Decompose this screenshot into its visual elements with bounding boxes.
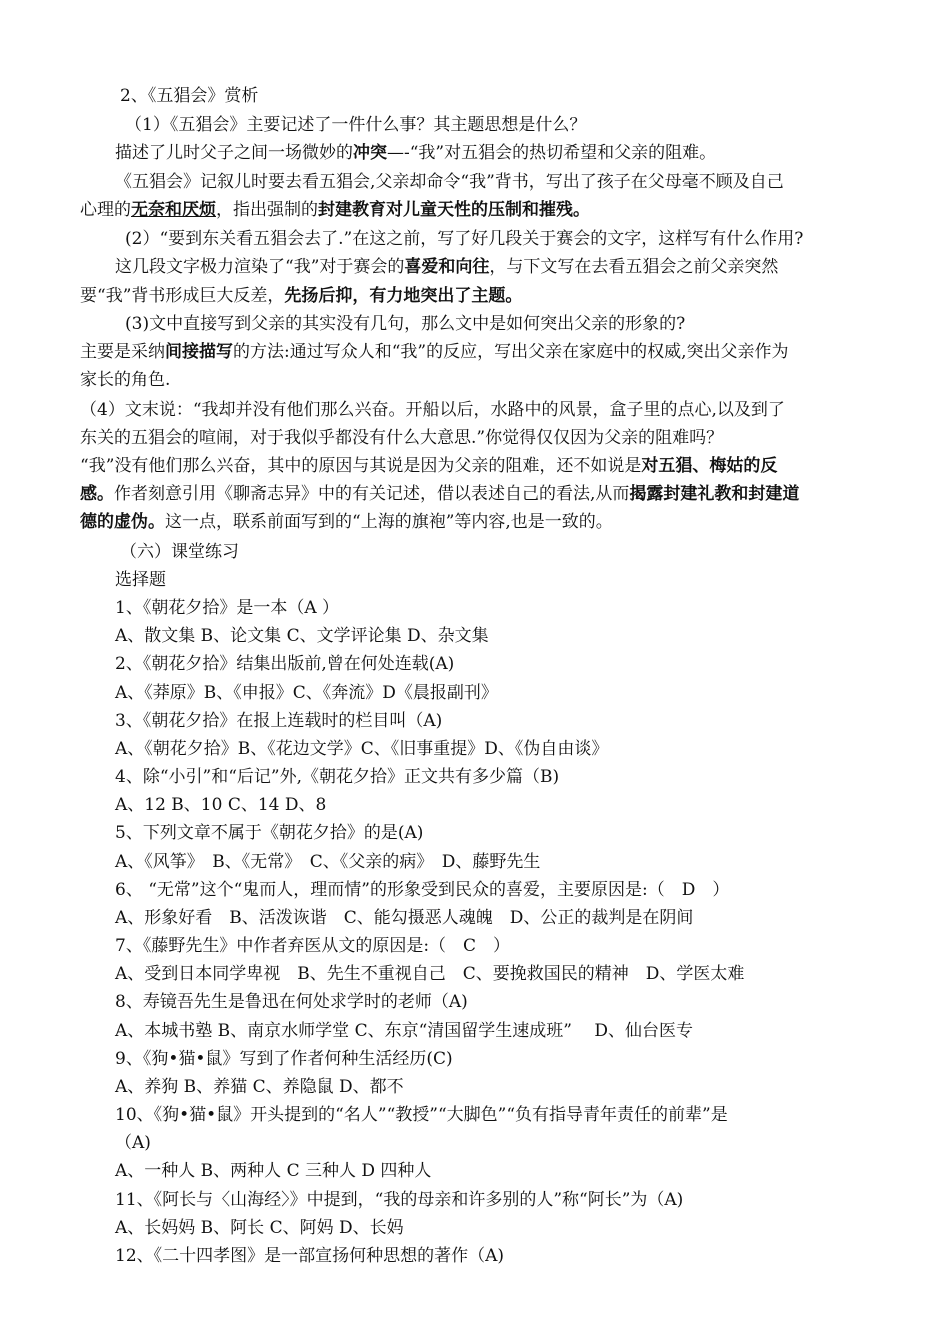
- answer-3-line-2: 家长的角色.: [80, 370, 171, 390]
- practice-line: 3、《朝花夕拾》在报上连载时的栏目叫（A): [115, 711, 443, 731]
- bold-run: 对五猖、梅姑的反: [641, 456, 778, 476]
- practice-line: A、一种人 B、两种人 C 三种人 D 四种人: [115, 1161, 432, 1181]
- practice-section-heading: （六）课堂练习: [120, 542, 239, 562]
- text-run: —-“我”对五猖会的热切希望和父亲的阻难。: [387, 143, 717, 163]
- answer-4-line-3: [80, 510, 890, 534]
- practice-line: 5、下列文章不属于《朝花夕拾》的是(A): [115, 823, 424, 843]
- practice-line: A、12 B、10 C、14 D、8: [115, 795, 327, 815]
- question-4-line-2: 东关的五猖会的喧闹，对于我似乎都没有什么大意思.”你觉得仅仅因为父亲的阻难吗？: [80, 428, 724, 448]
- bold-run: 先扬后抑，有力地突出了主题。: [284, 286, 523, 306]
- text-run: 描述了儿时父子之间一场微妙的: [115, 143, 353, 163]
- answer-4-line-2: [80, 482, 890, 506]
- practice-line: 11、《阿长与〈山海经〉》中提到，“我的母亲和许多别的人”称“阿长”为（A): [115, 1190, 684, 1210]
- question-3: (3)文中直接写到父亲的其实没有几句，那么文中是如何突出父亲的形象的?: [125, 314, 686, 334]
- bold-run: 封建教育对儿童天性的压制和摧残。: [318, 200, 590, 220]
- practice-subtitle: 选择题: [115, 570, 166, 590]
- answer-2-line-2: [80, 284, 890, 308]
- bold-run: 喜爱和向往: [404, 257, 490, 277]
- answer-1-line-2: 《五猖会》记叙儿时要去看五猖会,父亲却命令“我”背书，写出了孩子在父母毫不顾及自己: [115, 172, 784, 192]
- text-run: 要“我”背书形成巨大反差，: [80, 286, 285, 306]
- practice-line: 4、除“小引”和“后记”外,《朝花夕拾》正文共有多少篇（B): [115, 767, 560, 787]
- practice-line: A、形象好看 B、活泼诙谐 C、能勾摄恶人魂魄 D、公正的裁判是在阴间: [115, 908, 694, 928]
- bold-run: 冲突: [353, 143, 387, 163]
- answer-1-line-1: [115, 141, 925, 165]
- practice-line: 6、 “无常”这个“鬼而人，理而情”的形象受到民众的喜爱，主要原因是:（ D ）: [115, 880, 730, 900]
- text-run: 作者刻意引用《聊斋志异》中的有关记述，借以表述自己的看法,从而: [114, 484, 630, 504]
- text-run: “我”没有他们那么兴奋，其中的原因与其说是因为父亲的阻难，还不如说是: [80, 456, 642, 476]
- bold-run: 感。: [80, 484, 114, 504]
- practice-line: 2、《朝花夕拾》结集出版前,曾在何处连载(A): [115, 654, 455, 674]
- bold-run: 揭露封建礼教和封建道: [629, 484, 800, 504]
- practice-line: 7、《藤野先生》中作者弃医从文的原因是:（ C ）: [115, 936, 511, 956]
- practice-line: （A): [115, 1133, 151, 1153]
- practice-line: 9、《狗•猫•鼠》写到了作者何种生活经历(C): [115, 1049, 453, 1069]
- practice-line: 12、《二十四孝图》是一部宣扬何种思想的著作（A): [115, 1246, 505, 1266]
- text-run: ，指出强制的: [216, 200, 318, 220]
- answer-2-line-1: [115, 255, 925, 279]
- text-run: 心理的: [80, 200, 131, 220]
- bold-run: 间接描写: [165, 342, 233, 362]
- question-1: （1）《五猖会》主要记述了一件什么事？其主题思想是什么？: [125, 115, 587, 135]
- text-run: ，与下文写在去看五猖会之前父亲突然: [489, 257, 779, 277]
- practice-line: A、受到日本同学卑视 B、先生不重视自己 C、要挽救国民的精神 D、学医太难: [115, 964, 745, 984]
- question-2: (2）“要到东关看五猖会去了.”在这之前，写了好几段关于赛会的文字，这样写有什么作用?: [125, 229, 804, 249]
- practice-line: A、长妈妈 B、阿长 C、阿妈 D、长妈: [115, 1218, 404, 1238]
- text-run: 的方法:通过写众人和“我”的反应，写出父亲在家庭中的权威,突出父亲作为: [233, 342, 789, 362]
- practice-line: A、《风筝》 B、《无常》 C、《父亲的病》 D、藤野先生: [115, 852, 541, 872]
- bold-run: 德的虚伪。: [80, 512, 165, 532]
- question-4-line-1: （4）文末说：“我却并没有他们那么兴奋。开船以后，水路中的风景，盒子里的点心,以及到了: [80, 400, 785, 420]
- text-run: 这几段文字极力渲染了“我”对于赛会的: [115, 257, 405, 277]
- practice-line: A、散文集 B、论文集 C、文学评论集 D、杂文集: [115, 626, 489, 646]
- bold-underline-run: 无奈和厌烦: [131, 200, 216, 220]
- practice-line: A、《朝花夕拾》B、《花边文学》C、《旧事重提》D、《伪自由谈》: [115, 739, 609, 759]
- text-run: 主要是采纳: [80, 342, 165, 362]
- practice-line: A、养狗 B、养猫 C、养隐鼠 D、都不: [115, 1077, 404, 1097]
- practice-line: A、《莽原》B、《申报》C、《奔流》D《晨报副刊》: [115, 683, 498, 703]
- text-run: 这一点，联系前面写到的“上海的旗袍”等内容,也是一致的。: [165, 512, 613, 532]
- answer-1-line-3: [80, 198, 890, 222]
- practice-line: A、本城书塾 B、南京水师学堂 C、东京“清国留学生速成班” D、仙台医专: [115, 1021, 693, 1041]
- practice-line: 8、寿镜吾先生是鲁迅在何处求学时的老师（A): [115, 992, 468, 1012]
- practice-line: 1、《朝花夕拾》是一本（A ）: [115, 598, 339, 618]
- answer-4-line-1: [80, 454, 890, 478]
- answer-3-line-1: [80, 340, 890, 364]
- section-heading: 2、《五猖会》赏析: [120, 86, 259, 106]
- practice-line: 10、《狗•猫•鼠》开头提到的“名人”“教授”“大脚色”“负有指导青年责任的前辈”是: [115, 1105, 728, 1125]
